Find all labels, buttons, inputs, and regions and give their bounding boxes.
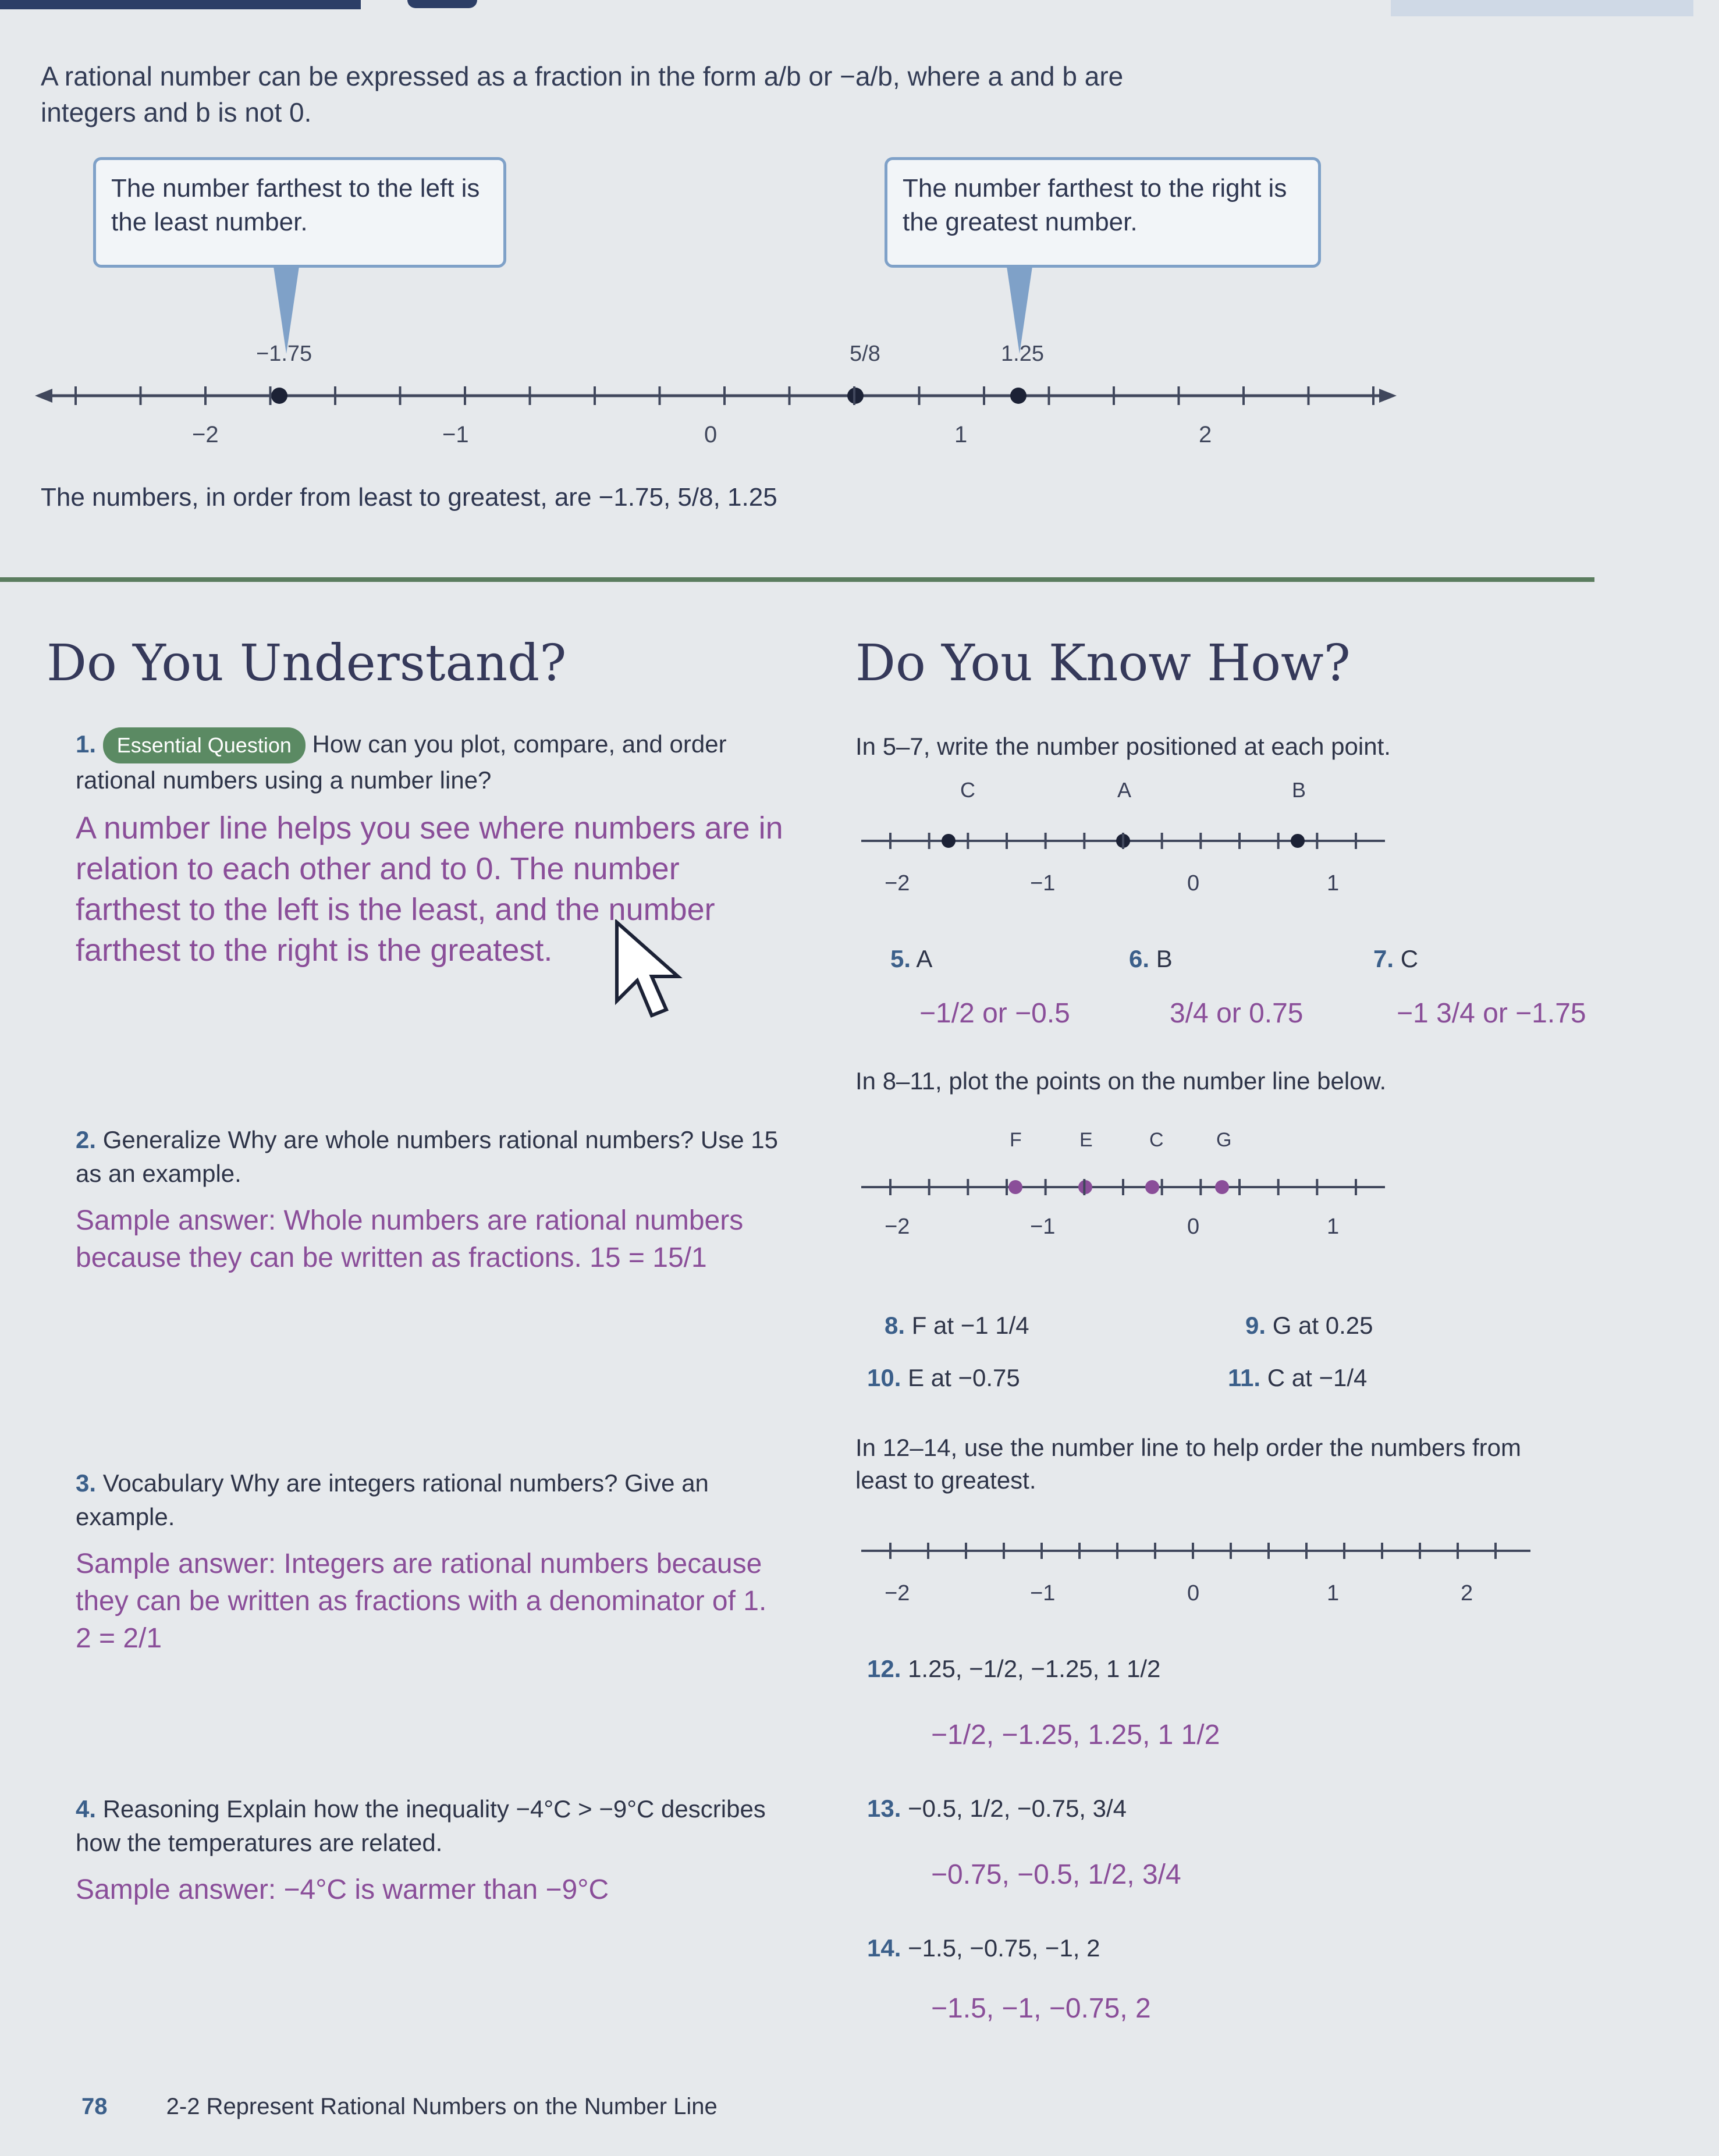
answer-text: Sample answer: Whole numbers are rational numbers because they can be written as fractions. 15 = 15/1 [76,1205,744,1273]
item-number: 10. [867,1364,901,1391]
question-text: How can you plot, compare, and order rational numbers using a number line? [76,730,727,794]
tick-label: 1 [1327,871,1340,896]
label-5-8: 5/8 [850,342,880,366]
tick-label: 2 [1199,422,1212,447]
callout-greatest: The number farthest to the right is the greatest number. [885,157,1321,268]
point-label: C [960,778,975,802]
item-number: 5. [890,945,911,972]
item-number: 2. [76,1126,97,1153]
item-4 [76,1792,803,1909]
number-line-5-7 [855,774,1391,908]
lesson-title: 2-2 Represent Rational Numbers on the Number Line [166,2094,718,2119]
point-f [1008,1180,1022,1194]
instructions-8-11: In 8–11, plot the points on the number line below. [855,1067,1387,1095]
tick-label: −1 [1030,1214,1056,1239]
tick-label: 0 [704,422,718,447]
order-summary: The numbers, in order from least to greatest, are −1.75, 5/8, 1.25 [41,483,777,512]
mouse-cursor-icon [614,919,684,1018]
point-label: A [1117,778,1132,802]
item-number: 13. [867,1795,901,1822]
point-name: C [1400,945,1419,972]
right-arrow [1379,389,1397,403]
q11 [1228,1362,1367,1394]
tick-label: −2 [192,422,219,447]
point-b [1291,834,1305,848]
question-text: G at 0.25 [1272,1312,1373,1339]
tick-label: 0 [1187,1581,1200,1606]
tick-label: −2 [885,1214,910,1239]
tick-label: −2 [885,871,910,896]
example-number-line [35,326,1397,466]
number-line-8-11 [855,1123,1391,1251]
item-number: 12. [867,1655,901,1682]
tick-label: 0 [1187,871,1200,896]
tick-label: −1 [1030,871,1056,896]
item-number: 7. [1373,945,1394,972]
tick-label: −2 [885,1581,910,1606]
answer-text: Sample answer: Integers are rational numbers because they can be written as fractions with a denominator of 1. 2 = 2/1 [76,1548,767,1654]
q9 [1245,1309,1373,1342]
q13-answer: −0.75, −0.5, 1/2, 3/4 [931,1859,1181,1890]
left-arrow [35,389,52,403]
question-text: C at −1/4 [1267,1364,1368,1391]
point-name: A [916,945,933,972]
q5-answer: −1/2 or −0.5 [919,998,1070,1029]
q14-answer: −1.5, −1, −0.75, 2 [931,1993,1151,2024]
q7-answer: −1 3/4 or −1.75 [1397,998,1586,1029]
question-text: 1.25, −1/2, −1.25, 1 1/2 [908,1655,1161,1682]
item-number: 4. [76,1795,97,1823]
question-text: F at −1 1/4 [911,1312,1029,1339]
q14 [867,1932,1100,1965]
item-3 [76,1466,803,1657]
question-text: Reasoning Explain how the inequality −4°C > −9°C describes how the temperatures are related. [76,1795,766,1856]
point-label: B [1292,778,1306,802]
tick-label: 0 [1187,1214,1200,1239]
top-tab [407,0,477,8]
item-number: 11. [1228,1364,1261,1391]
item-1 [76,727,803,971]
heading-know-how: Do You Know How? [855,634,1351,692]
item-number: 8. [885,1312,905,1339]
page-number: 78 [81,2094,108,2119]
item-number: 6. [1129,945,1150,972]
q8 [885,1309,1029,1342]
item-number: 1. [76,730,97,758]
answer-text: Sample answer: −4°C is warmer than −9°C [76,1874,609,1905]
page-footer [81,2094,718,2120]
point-label: C [1149,1129,1164,1151]
heading-understand: Do You Understand? [47,634,567,692]
tick-label: −1 [442,422,469,447]
point-g [1215,1180,1229,1194]
point-name: B [1156,945,1173,972]
point-c [942,834,956,848]
point-label: G [1216,1129,1232,1151]
top-right-bar [1391,0,1693,16]
point-c [1145,1180,1159,1194]
number-line-12-14 [855,1525,1536,1612]
item-number: 14. [867,1934,901,1962]
tick-label: −1 [1030,1581,1056,1606]
instructions-5-7: In 5–7, write the number positioned at each point. [855,733,1391,760]
tick-label: 1 [954,422,968,447]
q12-answer: −1/2, −1.25, 1.25, 1 1/2 [931,1720,1220,1750]
q7-label [1373,943,1418,975]
q6-label [1129,943,1173,975]
point-neg-1-75 [271,388,287,404]
tick-label: 1 [1327,1581,1340,1606]
point-label: F [1010,1129,1022,1151]
q13 [867,1792,1127,1825]
q6-answer: 3/4 or 0.75 [1170,998,1304,1029]
tick-label: 1 [1327,1214,1340,1239]
question-text: E at −0.75 [908,1364,1020,1391]
instructions-12-14: In 12–14, use the number line to help order the numbers from least to greatest. [855,1434,1522,1494]
item-number: 9. [1245,1312,1266,1339]
question-text: Vocabulary Why are integers rational numbers? Give an example. [76,1469,709,1530]
q12 [867,1653,1160,1685]
question-text: −1.5, −0.75, −1, 2 [908,1934,1100,1962]
question-text: Generalize Why are whole numbers rational numbers? Use 15 as an example. [76,1126,778,1187]
answer-text: A number line helps you see where numbers are in relation to each other and to 0. The number farthest to the left is the least, and the number farthest to the right is the greatest. [76,811,783,968]
section-divider [0,577,1594,582]
tick-label: 2 [1461,1581,1473,1606]
label-1-25: 1.25 [1001,342,1044,366]
callout-least: The number farthest to the left is the least number. [93,157,506,268]
intro-text: A rational number can be expressed as a fraction in the form a/b or −a/b, where a and b are integers and b is not 0. [41,61,1124,127]
q5-label [890,943,932,975]
essential-question-badge: Essential Question [103,727,306,763]
question-text: −0.5, 1/2, −0.75, 3/4 [908,1795,1127,1822]
label-neg-1-75: −1.75 [256,342,312,366]
item-number: 3. [76,1469,97,1497]
item-2 [76,1123,803,1277]
top-bar [0,0,361,9]
q10 [867,1362,1020,1394]
point-1-25 [1010,388,1027,404]
point-label: E [1079,1129,1093,1151]
